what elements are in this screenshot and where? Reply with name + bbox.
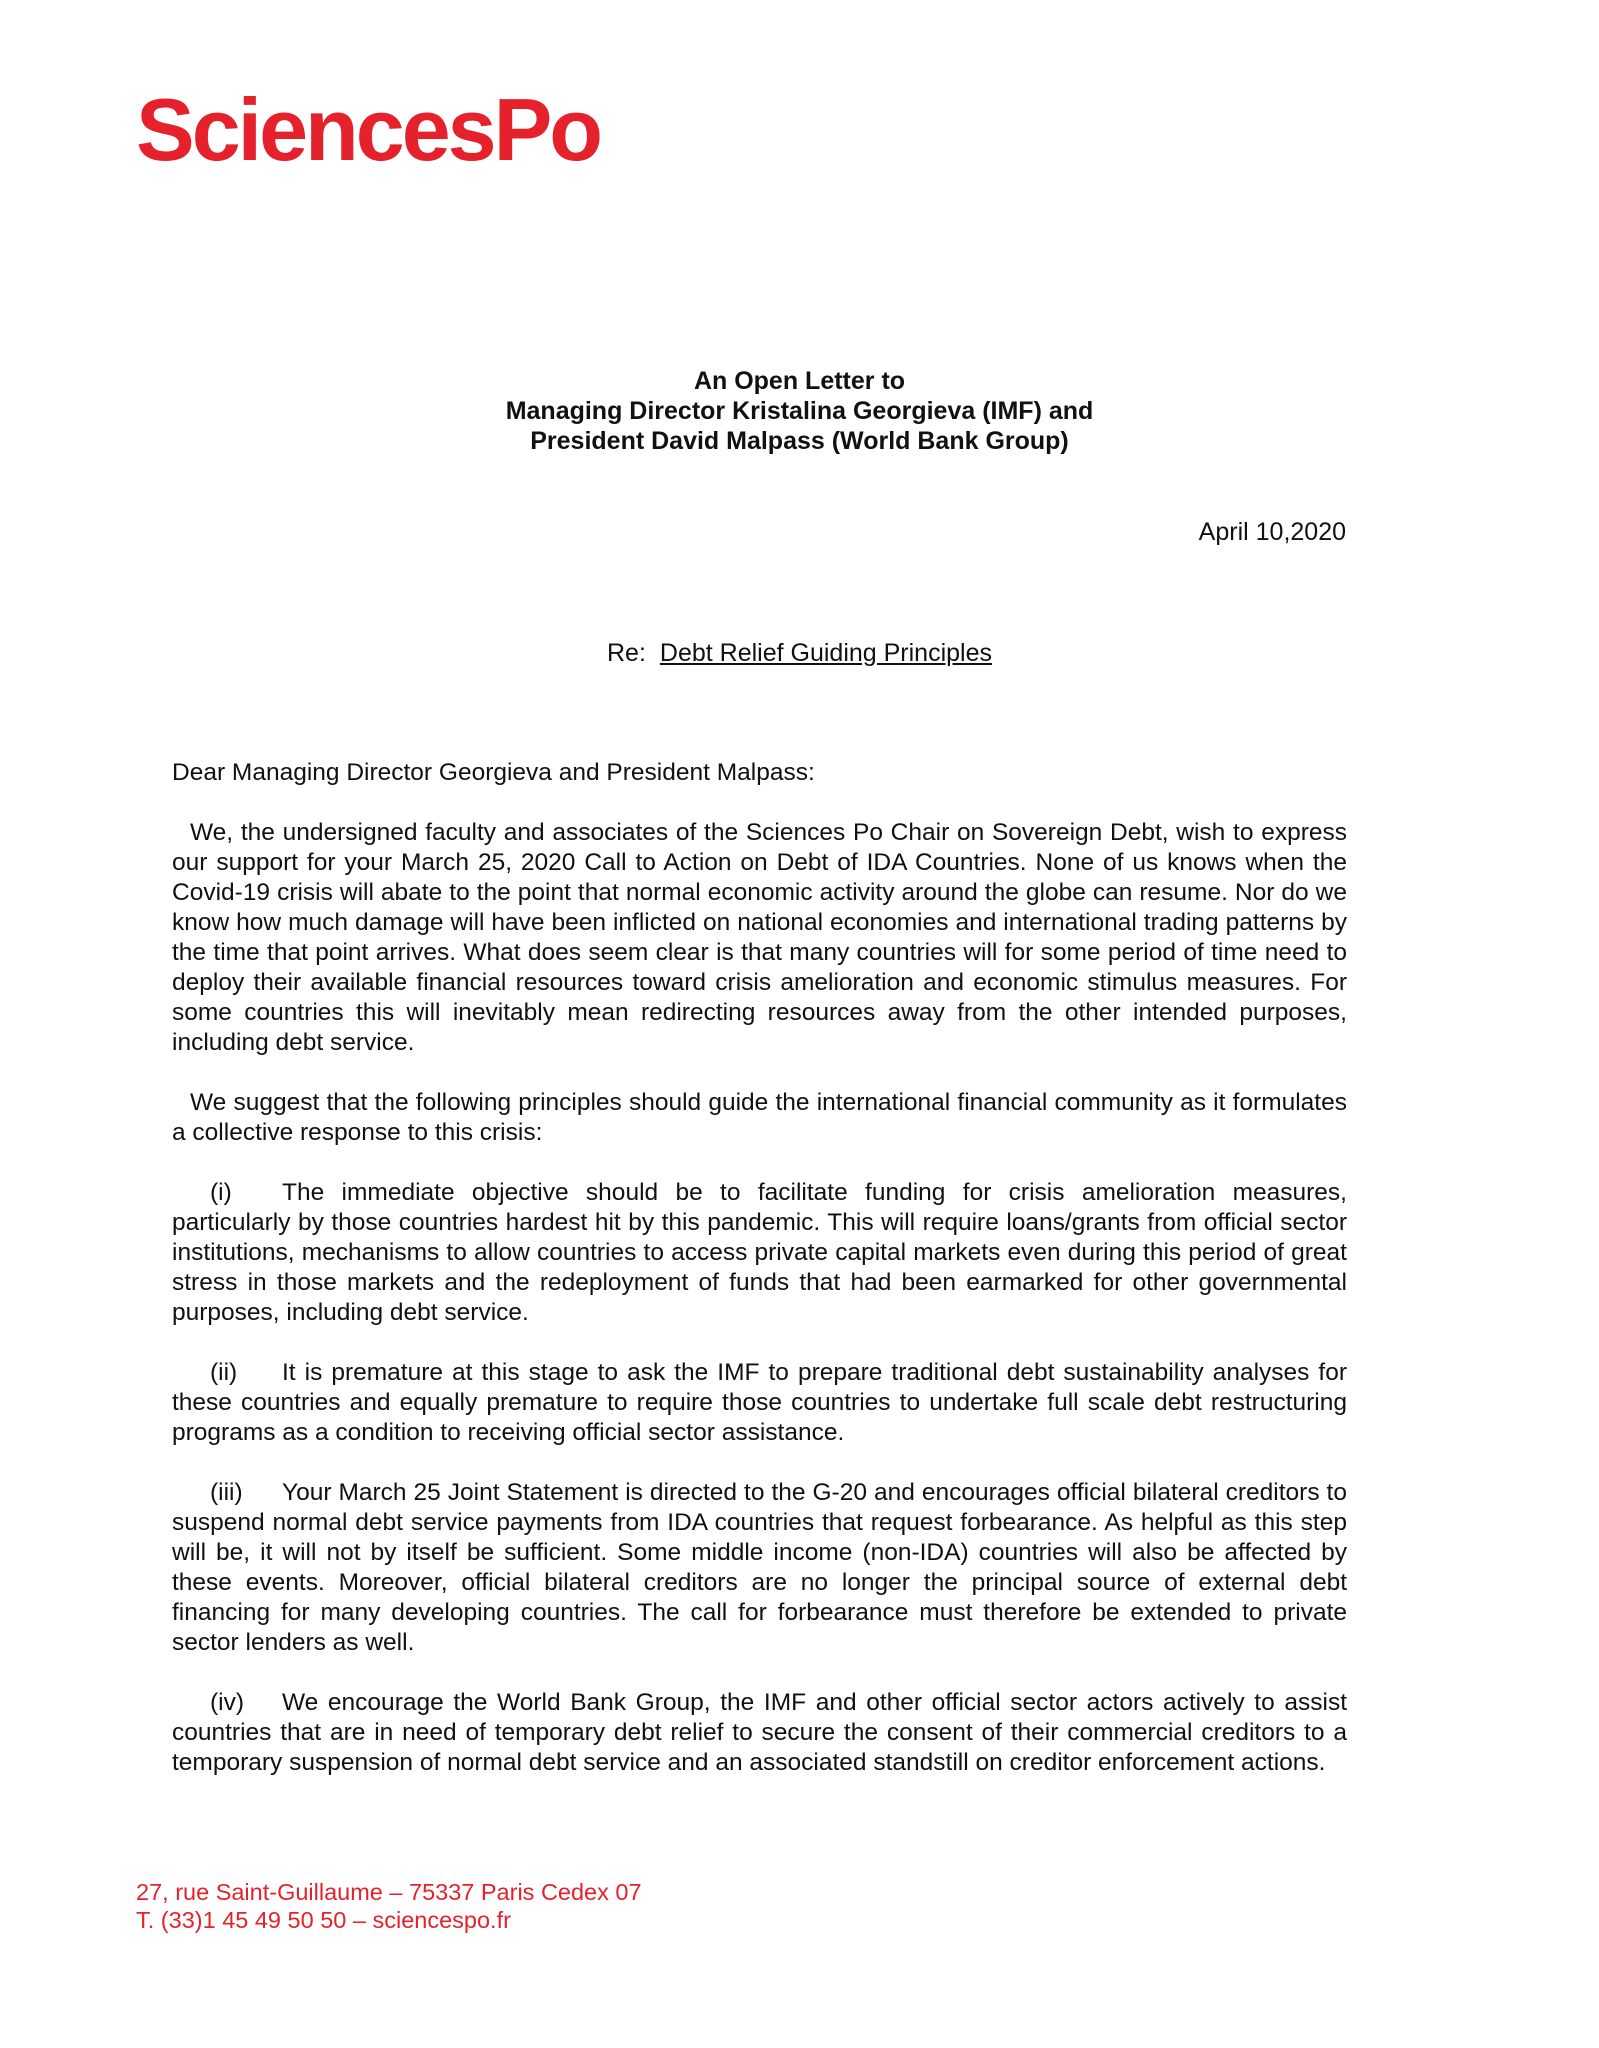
- principle-number: (i): [210, 1179, 232, 1206]
- principle-item-3: [172, 1478, 1347, 1658]
- principle-number: (iii): [210, 1479, 243, 1506]
- title-line-2: Managing Director Kristalina Georgieva (IMF) and: [505, 397, 1094, 425]
- principle-text: Your March 25 Joint Statement is directed to the G-20 and encourages official bilateral creditors to suspend normal debt service payments from IDA countries that request forbearance. As helpful as this step will be, it will not by itself be sufficient. Some middle income (non-IDA) countries will also be affected by these events. Moreover, official bilateral creditors are no longer the principal source of external debt financing for many developing countries. The call for forbearance must therefore be extended to private sector lenders as well.: [172, 1479, 1347, 1656]
- sciencespo-logo: SciencesPo: [136, 80, 601, 179]
- re-subject: Debt Relief Guiding Principles: [659, 639, 992, 667]
- re-label: Re:: [606, 639, 646, 667]
- footer-address: 27, rue Saint-Guillaume – 75337 Paris Cedex 07: [136, 1879, 642, 1905]
- principle-number: (iv): [210, 1689, 245, 1716]
- footer-contact: [136, 1878, 642, 1934]
- principle-text: We encourage the World Bank Group, the IMF and other official sector actors actively to assist countries that are in need of temporary debt relief to secure the consent of their commercial creditors to a temporary suspension of normal debt service and an associated standstill on creditor enforcement actions.: [172, 1689, 1347, 1776]
- footer-phone-website: T. (33)1 45 49 50 50 – sciencespo.fr: [136, 1907, 511, 1933]
- principle-text: The immediate objective should be to facilitate funding for crisis amelioration measures, particularly by those countries hardest hit by this pandemic. This will require loans/grants from official sector institutions, mechanisms to allow countries to access private capital markets even during this period of great stress in those markets and the redeployment of funds that had been earmarked for other governmental purposes, including debt service.: [172, 1179, 1347, 1326]
- salutation: Dear Managing Director Georgieva and President Malpass:: [172, 759, 815, 786]
- principle-item-2: [172, 1358, 1347, 1448]
- letter-date: April 10,2020: [1198, 518, 1346, 546]
- principle-item-4: [172, 1688, 1347, 1778]
- re-line: [0, 638, 1599, 668]
- body-paragraph-2: We suggest that the following principles should guide the international financial community as it formulates a collective response to this crisis:: [172, 1089, 1347, 1146]
- body-paragraph-1: We, the undersigned faculty and associates of the Sciences Po Chair on Sovereign Debt, wish to express our support for your March 25, 2020 Call to Action on Debt of IDA Countries. None of us knows when the Covid-19 crisis will abate to the point that normal economic activity around the globe can resume. Nor do we know how much damage will have been inflicted on national economies and international trading patterns by the time that point arrives. What does seem clear is that many countries will for some period of time need to deploy their available financial resources toward crisis amelioration and economic stimulus measures. For some countries this will inevitably mean redirecting resources away from the other intended purposes, including debt service.: [172, 819, 1347, 1056]
- letter-title: [0, 366, 1599, 456]
- principle-text: It is premature at this stage to ask the IMF to prepare traditional debt sustainability analyses for these countries and equally premature to require those countries to undertake full scale debt restructuring programs as a condition to receiving official sector assistance.: [172, 1359, 1347, 1446]
- principle-number: (ii): [210, 1359, 238, 1386]
- title-line-3: President David Malpass (World Bank Group): [530, 427, 1069, 455]
- letter-body: [172, 758, 1347, 1808]
- principle-item-1: [172, 1178, 1347, 1328]
- title-line-1: An Open Letter to: [693, 367, 906, 395]
